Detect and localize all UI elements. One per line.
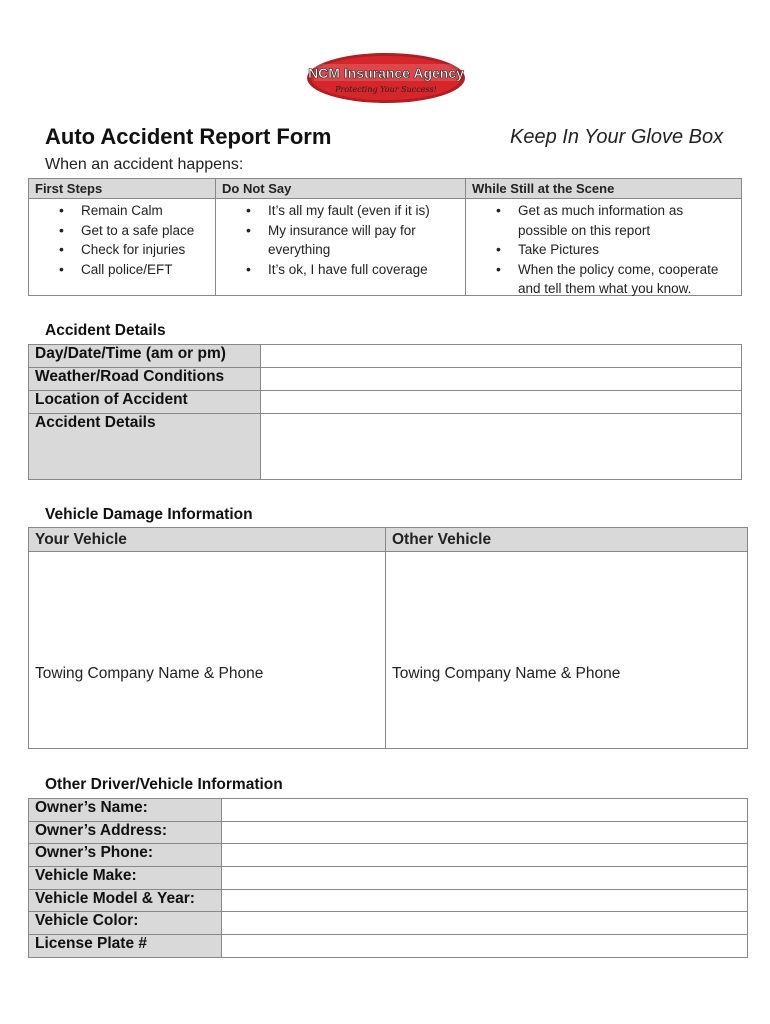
owner-address-label: Owner’s Address:	[29, 821, 222, 844]
accident-details-field[interactable]	[261, 414, 742, 480]
list-item: • When the policy come, cooperate and tell them what you know.	[466, 260, 741, 299]
day-date-time-field[interactable]	[261, 345, 742, 368]
list-item: • It’s all my fault (even if it is)	[216, 201, 465, 221]
your-towing-label: Towing Company Name & Phone	[35, 665, 264, 682]
first-steps-heading: First Steps	[35, 181, 103, 196]
weather-road-label: Weather/Road Conditions	[29, 368, 261, 391]
location-label: Location of Accident	[29, 391, 261, 414]
list-item: • Take Pictures	[466, 240, 741, 260]
vehicle-color-field[interactable]	[222, 912, 748, 935]
do-not-say-column	[215, 179, 465, 295]
other-driver-table	[28, 798, 748, 958]
list-item: • Get to a safe place	[29, 221, 215, 241]
vehicle-damage-table	[28, 527, 748, 749]
license-plate-field[interactable]	[222, 935, 748, 958]
your-vehicle-heading: Your Vehicle	[29, 528, 385, 552]
owner-phone-label: Owner’s Phone:	[29, 844, 222, 867]
license-plate-label: License Plate #	[29, 935, 222, 958]
accident-details-table	[28, 344, 742, 480]
form-title: Auto Accident Report Form	[45, 124, 332, 149]
list-item: • Get as much information as possible on this report	[466, 201, 741, 240]
owner-name-label: Owner’s Name:	[29, 799, 222, 822]
location-field[interactable]	[261, 391, 742, 414]
at-scene-heading: While Still at the Scene	[472, 181, 615, 196]
do-not-say-heading: Do Not Say	[222, 181, 292, 196]
weather-road-field[interactable]	[261, 368, 742, 391]
list-item: • Call police/EFT	[29, 260, 215, 280]
vehicle-model-year-label: Vehicle Model & Year:	[29, 889, 222, 912]
accident-details-label: Accident Details	[29, 414, 261, 480]
list-item: • It’s ok, I have full coverage	[216, 260, 465, 280]
agency-logo	[306, 52, 466, 104]
day-date-time-label: Day/Date/Time (am or pm)	[29, 345, 261, 368]
vehicle-make-label: Vehicle Make:	[29, 867, 222, 890]
owner-phone-field[interactable]	[222, 844, 748, 867]
list-item: • Remain Calm	[29, 201, 215, 221]
owner-name-field[interactable]	[222, 799, 748, 822]
first-steps-column	[29, 179, 215, 295]
vehicle-damage-title: Vehicle Damage Information	[45, 506, 253, 523]
vehicle-model-year-field[interactable]	[222, 889, 748, 912]
vehicle-color-label: Vehicle Color:	[29, 912, 222, 935]
other-vehicle-heading: Other Vehicle	[386, 528, 747, 552]
accident-guidance-table	[28, 178, 742, 296]
column-divider	[385, 528, 386, 748]
form-subtitle: Keep In Your Glove Box	[510, 126, 724, 148]
owner-address-field[interactable]	[222, 821, 748, 844]
logo-tagline: Protecting Your Success!	[335, 85, 437, 94]
other-driver-title: Other Driver/Vehicle Information	[45, 776, 283, 793]
vehicle-make-field[interactable]	[222, 867, 748, 890]
at-scene-column	[465, 179, 741, 295]
logo-name: NCM Insurance Agency	[308, 65, 464, 81]
list-item: • My insurance will pay for everything	[216, 221, 465, 260]
intro-text: When an accident happens:	[45, 156, 244, 173]
list-item: • Check for injuries	[29, 240, 215, 260]
accident-details-title: Accident Details	[45, 322, 166, 339]
other-towing-label: Towing Company Name & Phone	[392, 665, 621, 682]
